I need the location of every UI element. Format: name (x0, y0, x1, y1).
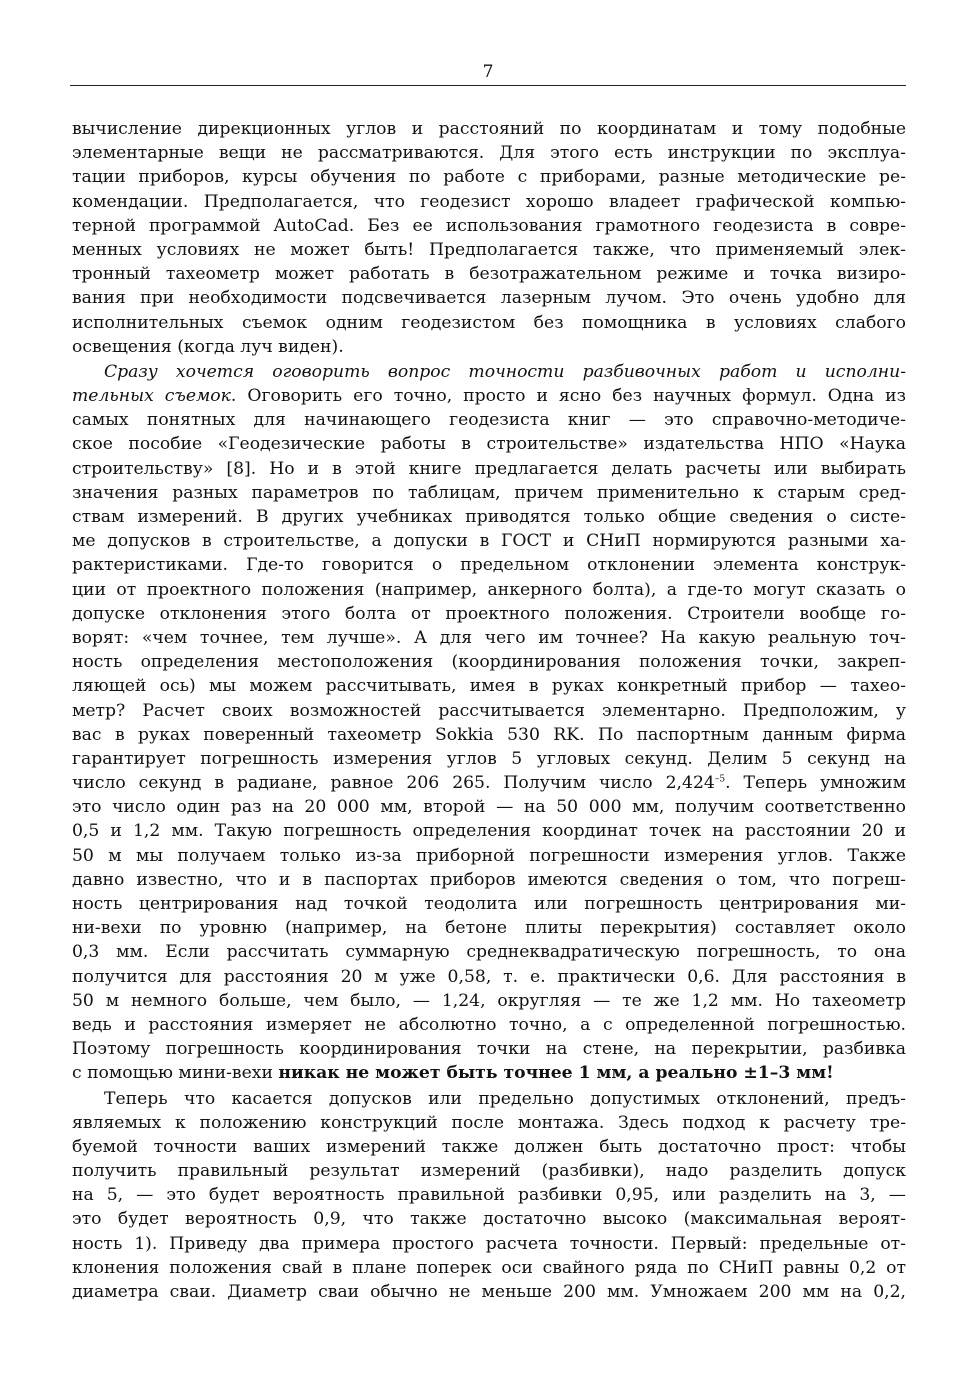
text-line: 0,5 и 1,2 мм. Такую погрешность определения координат точек на расстоянии 20 и (72, 821, 906, 842)
text-line: Теперь что касается допусков или предельно допустимых отклонений, предъ- (104, 1088, 906, 1109)
text-line: давно известно, что и в паспортах приборов имеются сведения о том, что погреш- (72, 869, 906, 890)
text-line: ни-вехи по уровню (например, на бетоне плиты перекрытия) составляет около (72, 918, 906, 939)
text-line: ствам измерений. В других учебниках приводятся только общие сведения о систе- (72, 507, 906, 527)
text-line: комендации. Предполагается, что геодезист хорошо владеет графической компью- (72, 191, 906, 212)
text-line: Поэтому погрешность координирования точки на стене, на перекрытии, разбивка (72, 1039, 906, 1060)
bold-phrase: никак не может быть точнее 1 мм, а реально ±1–3 мм! (278, 1063, 834, 1084)
text-line: 0,3 мм. Если рассчитать суммарную среднеквадратическую погрешность, то она (72, 942, 906, 963)
paragraph-2 (72, 360, 906, 1086)
text-line: рактеристиками. Где-то говорится о предельном отклонении элемента конструк- (72, 555, 906, 576)
text-line: это число один раз на 20 000 мм, второй — на 50 000 мм, получим соответственно (72, 797, 906, 818)
text-line: значения разных параметров по таблицам, причем применительно к старым сред- (72, 482, 906, 503)
text-line: ность 1). Приведу два примера простого расчета точности. Первый: предельные от- (72, 1233, 906, 1254)
text-line: вычисление дирекционных углов и расстояний по координатам и тому подобные (72, 119, 906, 139)
text-line: на 5, — это будет вероятность правильной разбивки 0,95, или разделить на 3, — (72, 1185, 906, 1206)
text-line: допуске отклонения этого болта от проектного положения. Строители вообще го- (72, 603, 906, 624)
text-line: элементарные вещи не рассматриваются. Для этого есть инструкции по эксплуа- (72, 143, 906, 164)
text-line: исполнительных съемок одним геодезистом без помощника в условиях слабого (72, 312, 906, 333)
text-line: получится для расстояния 20 м уже 0,58, т. е. практически 0,6. Для расстояния в (72, 966, 906, 987)
header-rule (70, 85, 906, 86)
text-line: это будет вероятность 0,9, что также достаточно высоко (максимальная вероят- (72, 1209, 906, 1230)
text-line (72, 360, 906, 384)
text-line: ляющей ось) мы можем рассчитывать, имея в руках конкретный прибор — тахео- (72, 676, 906, 697)
text-line: освещения (когда луч виден). (72, 336, 344, 357)
text-line: тации приборов, курсы обучения по работе с приборами, разные методические ре- (72, 167, 906, 188)
text-line: являемых к положению конструкций после монтажа. Здесь подход к расчету тре- (72, 1112, 906, 1133)
text-line: число секунд в радиане, равное 206 265. Получим число $2,424^{-5}$. Теперь умножим (72, 773, 906, 794)
text-line: ское пособие «Геодезические работы в строительстве» издательства НПО «Наука (72, 434, 906, 455)
exponent: –5 (714, 774, 726, 785)
body-text (72, 117, 906, 1304)
text-line: ность центрирования над точкой теодолита или погрешность центрирования ми- (72, 894, 906, 914)
text-line: 50 м немного больше, чем было, — 1,24, округляя — те же 1,2 мм. Но тахеометр (72, 990, 906, 1011)
text-line: гарантирует погрешность измерения углов 5 угловых секунд. Делим 5 секунд на (72, 748, 906, 769)
text-line: самых понятных для начинающего геодезиста книг — это справочно-методиче- (72, 410, 906, 431)
text-line: получить правильный результат измерений (разбивки), надо разделить допуск (72, 1161, 906, 1182)
text-line: 50 м мы получаем только из-за приборной погрешности измерения углов. Также (72, 845, 906, 866)
text-line: тельных съемок. Оговорить его точно, просто и ясно без научных формул. Одна из (72, 386, 906, 407)
paragraph-3 (72, 1087, 906, 1305)
text-line: буемой точности ваших измерений также должен быть достаточно прост: чтобы (72, 1136, 906, 1157)
text-line: терной программой AutoCad. Без ее использования грамотного геодезиста в совре- (72, 215, 906, 236)
paragraph-1 (72, 117, 906, 359)
text-line: менных условиях не может быть! Предполагается также, что применяемый элек- (72, 239, 906, 260)
text-line: метр? Расчет своих возможностей рассчитывается элементарно. Предположим, у (72, 700, 906, 721)
text-line: вас в руках поверенный тахеометр Sokkia 530 RK. По паспортным данным фирма (72, 724, 906, 745)
text-line: ворят: «чем точнее, тем лучше». А для чего им точнее? На какую реальную точ- (72, 627, 906, 648)
text-line: строительству» [8]. Но и в этой книге предлагается делать расчеты или выбирать (72, 458, 906, 479)
text-line: вания при необходимости подсвечивается лазерным лучом. Это очень удобно для (72, 288, 906, 309)
text-line: с помощью мини-вехи никак не может быть точнее 1 мм, а реально ±1–3 мм! (72, 1063, 834, 1084)
text-line: ведь и расстояния измеряет не абсолютно точно, а с определенной погрешностью. (72, 1014, 906, 1035)
text-line: диаметра сваи. Диаметр сваи обычно не меньше 200 мм. Умножаем 200 мм на 0,2, (72, 1282, 906, 1302)
page-number: 7 (482, 62, 494, 82)
text-line: ность определения местоположения (координирования положения точки, закреп- (72, 652, 906, 673)
text-line: ции от проектного положения (например, анкерного болта), а где-то могут сказать о (72, 579, 906, 600)
text-line: тронный тахеометр может работать в безотражательном режиме и точка визиро- (72, 264, 906, 285)
text-line: ме допусков в строительстве, а допуски в ГОСТ и СНиП нормируются разными ха- (72, 531, 906, 552)
text-line: клонения положения свай в плане поперек оси свайного ряда по СНиП равны 0,2 от (72, 1257, 906, 1278)
italic-phrase: тельных съемок (72, 386, 231, 407)
italic-phrase: Сразу хочется оговорить вопрос точности разбивочных работ и исполни- (104, 361, 906, 382)
